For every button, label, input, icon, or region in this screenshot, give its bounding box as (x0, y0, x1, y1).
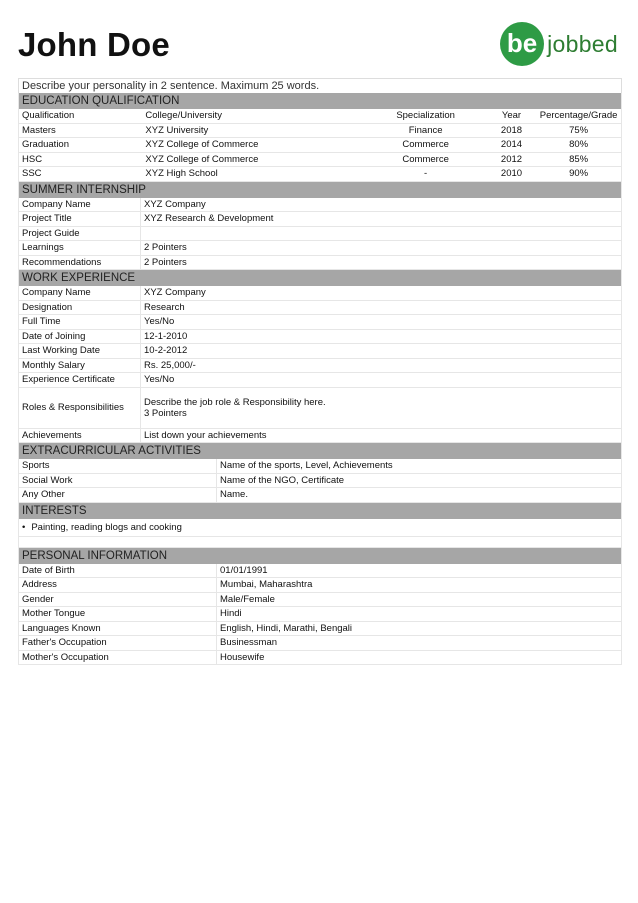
field-label: Company Name (19, 286, 141, 300)
table-row (19, 388, 621, 429)
table-row (19, 488, 621, 503)
header-college: College/University (145, 110, 222, 122)
field-label: Achievements (19, 429, 141, 443)
cell: SSC (22, 168, 42, 180)
field-label: Roles & Responsibilities (19, 388, 141, 428)
table-row (19, 301, 621, 316)
table-row (19, 459, 621, 474)
table-row (19, 622, 621, 637)
cell: Commerce (402, 139, 449, 151)
cell: XYZ College of Commerce (145, 139, 259, 151)
field-label: Address (19, 578, 217, 592)
header-specialization: Specialization (396, 110, 455, 122)
table-row (19, 330, 621, 345)
cell: HSC (22, 153, 43, 165)
extracurricular-section-title: EXTRACURRICULAR ACTIVITIES (19, 443, 621, 459)
field-value: 12-1-2010 (144, 330, 188, 342)
table-row (19, 564, 621, 579)
candidate-name: John Doe (18, 26, 170, 63)
table-row (19, 153, 621, 168)
field-label: Designation (19, 301, 141, 315)
table-row (19, 212, 621, 227)
resume-header (18, 24, 620, 76)
resume-body (18, 78, 622, 665)
cell: 80% (569, 139, 589, 151)
header-qualification: Qualification (22, 110, 75, 122)
field-value: XYZ Company (144, 198, 206, 210)
field-value: Yes/No (144, 374, 175, 386)
table-row (19, 651, 621, 666)
interest-item (19, 522, 182, 533)
list-item (19, 519, 621, 537)
table-row (19, 124, 621, 139)
cell: XYZ High School (145, 168, 218, 180)
interest-text: Painting, reading blogs and cooking (31, 521, 182, 533)
field-label: Date of Joining (19, 330, 141, 344)
cell: Masters (22, 124, 56, 136)
field-value: Name. (220, 489, 248, 501)
table-row (19, 241, 621, 256)
header-year: Year (501, 110, 522, 122)
table-row (19, 227, 621, 242)
cell: 90% (569, 168, 589, 180)
svg-text:be: be (506, 28, 538, 58)
field-label: Learnings (19, 241, 141, 255)
education-section-title: EDUCATION QUALIFICATION (19, 93, 621, 109)
table-row (19, 138, 621, 153)
cell: Graduation (22, 139, 70, 151)
field-value: List down your achievements (144, 429, 267, 441)
personal-section-title: PERSONAL INFORMATION (19, 548, 621, 564)
work-section-title: WORK EXPERIENCE (19, 270, 621, 286)
field-value: Rs. 25,000/- (144, 359, 196, 371)
bullet-icon: • (22, 521, 26, 533)
field-label: Recommendations (19, 256, 141, 270)
cell: - (424, 168, 428, 180)
table-row (19, 636, 621, 651)
table-row (19, 593, 621, 608)
table-row (19, 607, 621, 622)
field-value: Research (144, 301, 185, 313)
cell: 2018 (500, 124, 523, 136)
education-header-row (19, 109, 621, 124)
cell: Commerce (402, 153, 449, 165)
field-label: Company Name (19, 198, 141, 212)
internship-section-title: SUMMER INTERNSHIP (19, 182, 621, 198)
table-row (19, 286, 621, 301)
field-label: Any Other (19, 488, 217, 502)
field-label: Experience Certificate (19, 373, 141, 387)
field-label: Sports (19, 459, 217, 473)
table-row (19, 344, 621, 359)
field-value: Hindi (220, 608, 242, 620)
field-value (141, 227, 621, 241)
roles-line: Describe the job role & Responsibility here. (144, 396, 326, 408)
field-value: Male/Female (220, 593, 275, 605)
cell: Finance (408, 124, 443, 136)
field-label: Date of Birth (19, 564, 217, 578)
bejobbed-logo (499, 21, 618, 67)
table-row (19, 578, 621, 593)
field-label: Mother Tongue (19, 607, 217, 621)
cell: 85% (569, 153, 589, 165)
field-value: Yes/No (144, 316, 175, 328)
field-label: Last Working Date (19, 344, 141, 358)
table-row (19, 373, 621, 388)
field-value: Name of the NGO, Certificate (220, 474, 345, 486)
roles-value (141, 388, 621, 428)
table-row (19, 256, 621, 271)
field-label: Father's Occupation (19, 636, 217, 650)
field-value: Businessman (220, 637, 278, 649)
field-value: Mumbai, Maharashtra (220, 579, 313, 591)
cell: 75% (569, 124, 589, 136)
field-value: 2 Pointers (144, 256, 187, 268)
logo-wordmark: jobbed (547, 30, 618, 57)
field-value: English, Hindi, Marathi, Bengali (220, 622, 353, 634)
field-label: Social Work (19, 474, 217, 488)
roles-line: 3 Pointers (144, 407, 187, 419)
field-label: Gender (19, 593, 217, 607)
be-badge-icon (499, 21, 545, 67)
field-value: XYZ Company (144, 287, 206, 299)
table-row (19, 429, 621, 444)
field-value: Housewife (220, 651, 265, 663)
table-row (19, 167, 621, 182)
interests-section-title: INTERESTS (19, 503, 621, 519)
cell: 2010 (500, 168, 523, 180)
field-label: Mother's Occupation (19, 651, 217, 665)
field-value: XYZ Research & Development (144, 213, 274, 225)
field-value: 2 Pointers (144, 242, 187, 254)
table-row (19, 198, 621, 213)
table-row (19, 359, 621, 374)
cell: 2014 (500, 139, 523, 151)
personality-summary: Describe your personality in 2 sentence. Maximum 25 words. (18, 78, 622, 93)
field-label: Monthly Salary (19, 359, 141, 373)
field-label: Full Time (19, 315, 141, 329)
field-value: 10-2-2012 (144, 345, 188, 357)
cell: 2012 (500, 153, 523, 165)
section-spacer (19, 537, 621, 548)
field-label: Project Guide (19, 227, 141, 241)
table-row (19, 474, 621, 489)
field-value: Name of the sports, Level, Achievements (220, 460, 393, 472)
field-value: 01/01/1991 (220, 564, 268, 576)
cell: XYZ College of Commerce (145, 153, 259, 165)
cell: XYZ University (145, 124, 209, 136)
header-grade: Percentage/Grade (539, 110, 618, 122)
table-row (19, 315, 621, 330)
field-label: Project Title (19, 212, 141, 226)
field-label: Languages Known (19, 622, 217, 636)
